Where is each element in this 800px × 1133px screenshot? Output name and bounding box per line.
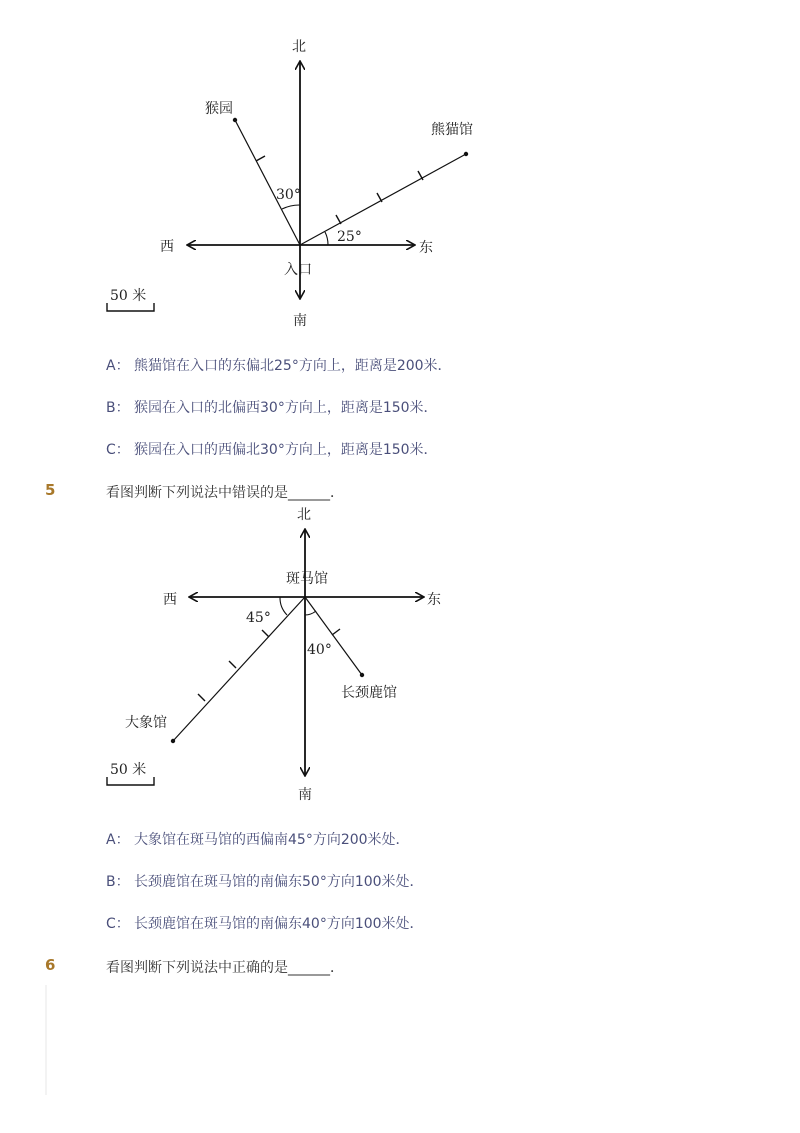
monkey-garden-point — [233, 118, 237, 122]
scale-bar — [107, 777, 154, 785]
monkey-garden-label: 猴园 — [205, 101, 233, 117]
option-letter: B： — [106, 874, 130, 890]
tick-mark — [262, 630, 269, 637]
west-label: 西 — [163, 592, 177, 608]
q5-option-b[interactable] — [106, 871, 424, 891]
tick-mark — [256, 156, 265, 161]
option-text: 长颈鹿馆在斑马馆的南偏东40°方向100米处． — [134, 916, 424, 932]
origin-label: 斑马馆 — [286, 571, 328, 587]
option-text: 长颈鹿馆在斑马馆的南偏东50°方向100米处． — [134, 874, 424, 890]
angle-label-25: 25° — [337, 229, 362, 245]
elephant-house-label: 大象馆 — [125, 715, 167, 731]
option-letter: C： — [106, 442, 130, 458]
angle-arc-45 — [280, 597, 287, 615]
north-label: 北 — [297, 507, 311, 523]
elephant-house-point — [171, 739, 175, 743]
tick-mark — [229, 661, 236, 668]
north-label: 北 — [292, 39, 306, 55]
direction-diagram-zebra — [0, 500, 800, 810]
angle-arc-30 — [282, 205, 300, 209]
option-text: 猴园在入口的北偏西30°方向上，距离是150米． — [134, 400, 438, 416]
option-letter: A： — [106, 832, 130, 848]
giraffe-house-point — [360, 673, 364, 677]
option-letter: A： — [106, 358, 130, 374]
east-label: 东 — [427, 592, 441, 608]
direction-diagram-entrance — [0, 0, 800, 340]
q4-option-b[interactable] — [106, 397, 438, 417]
angle-label-40: 40° — [307, 642, 332, 658]
east-label: 东 — [419, 240, 433, 256]
tick-mark — [336, 215, 341, 224]
tick-mark — [198, 694, 205, 701]
monkey-garden-line — [235, 120, 300, 245]
option-letter: B： — [106, 400, 130, 416]
scale-bar — [107, 303, 154, 311]
q5-option-c[interactable] — [106, 913, 424, 933]
giraffe-house-line — [305, 597, 362, 675]
option-text: 大象馆在斑马馆的西偏南45°方向200米处． — [134, 832, 410, 848]
west-label: 西 — [160, 239, 174, 255]
panda-house-label: 熊猫馆 — [431, 122, 473, 138]
question-text-5: 看图判断下列说法中错误的是______． — [106, 485, 344, 501]
origin-label: 入口 — [284, 262, 312, 278]
scale-label: 50 米 — [110, 288, 147, 304]
question-number-6: 6 — [45, 956, 56, 974]
tick-mark — [332, 629, 340, 635]
tick-mark — [377, 193, 382, 202]
q4-option-a[interactable] — [106, 355, 452, 375]
question-left-border — [45, 985, 47, 1095]
angle-arc-25 — [325, 232, 328, 245]
q4-option-c[interactable] — [106, 439, 438, 459]
question-text-6: 看图判断下列说法中正确的是______． — [106, 960, 344, 976]
giraffe-house-label: 长颈鹿馆 — [341, 685, 397, 701]
south-label: 南 — [298, 787, 312, 803]
option-letter: C： — [106, 916, 130, 932]
panda-house-line — [300, 154, 466, 245]
panda-house-point — [464, 152, 468, 156]
angle-label-45: 45° — [246, 610, 271, 626]
q5-option-a[interactable] — [106, 829, 410, 849]
south-label: 南 — [293, 313, 307, 329]
elephant-house-line — [173, 597, 305, 741]
option-text: 猴园在入口的西偏北30°方向上，距离是150米． — [134, 442, 438, 458]
angle-arc-40 — [305, 611, 316, 615]
option-text: 熊猫馆在入口的东偏北25°方向上，距离是200米． — [134, 358, 452, 374]
angle-label-30: 30° — [276, 187, 301, 203]
question-number-5: 5 — [45, 481, 56, 499]
scale-label: 50 米 — [110, 762, 147, 778]
